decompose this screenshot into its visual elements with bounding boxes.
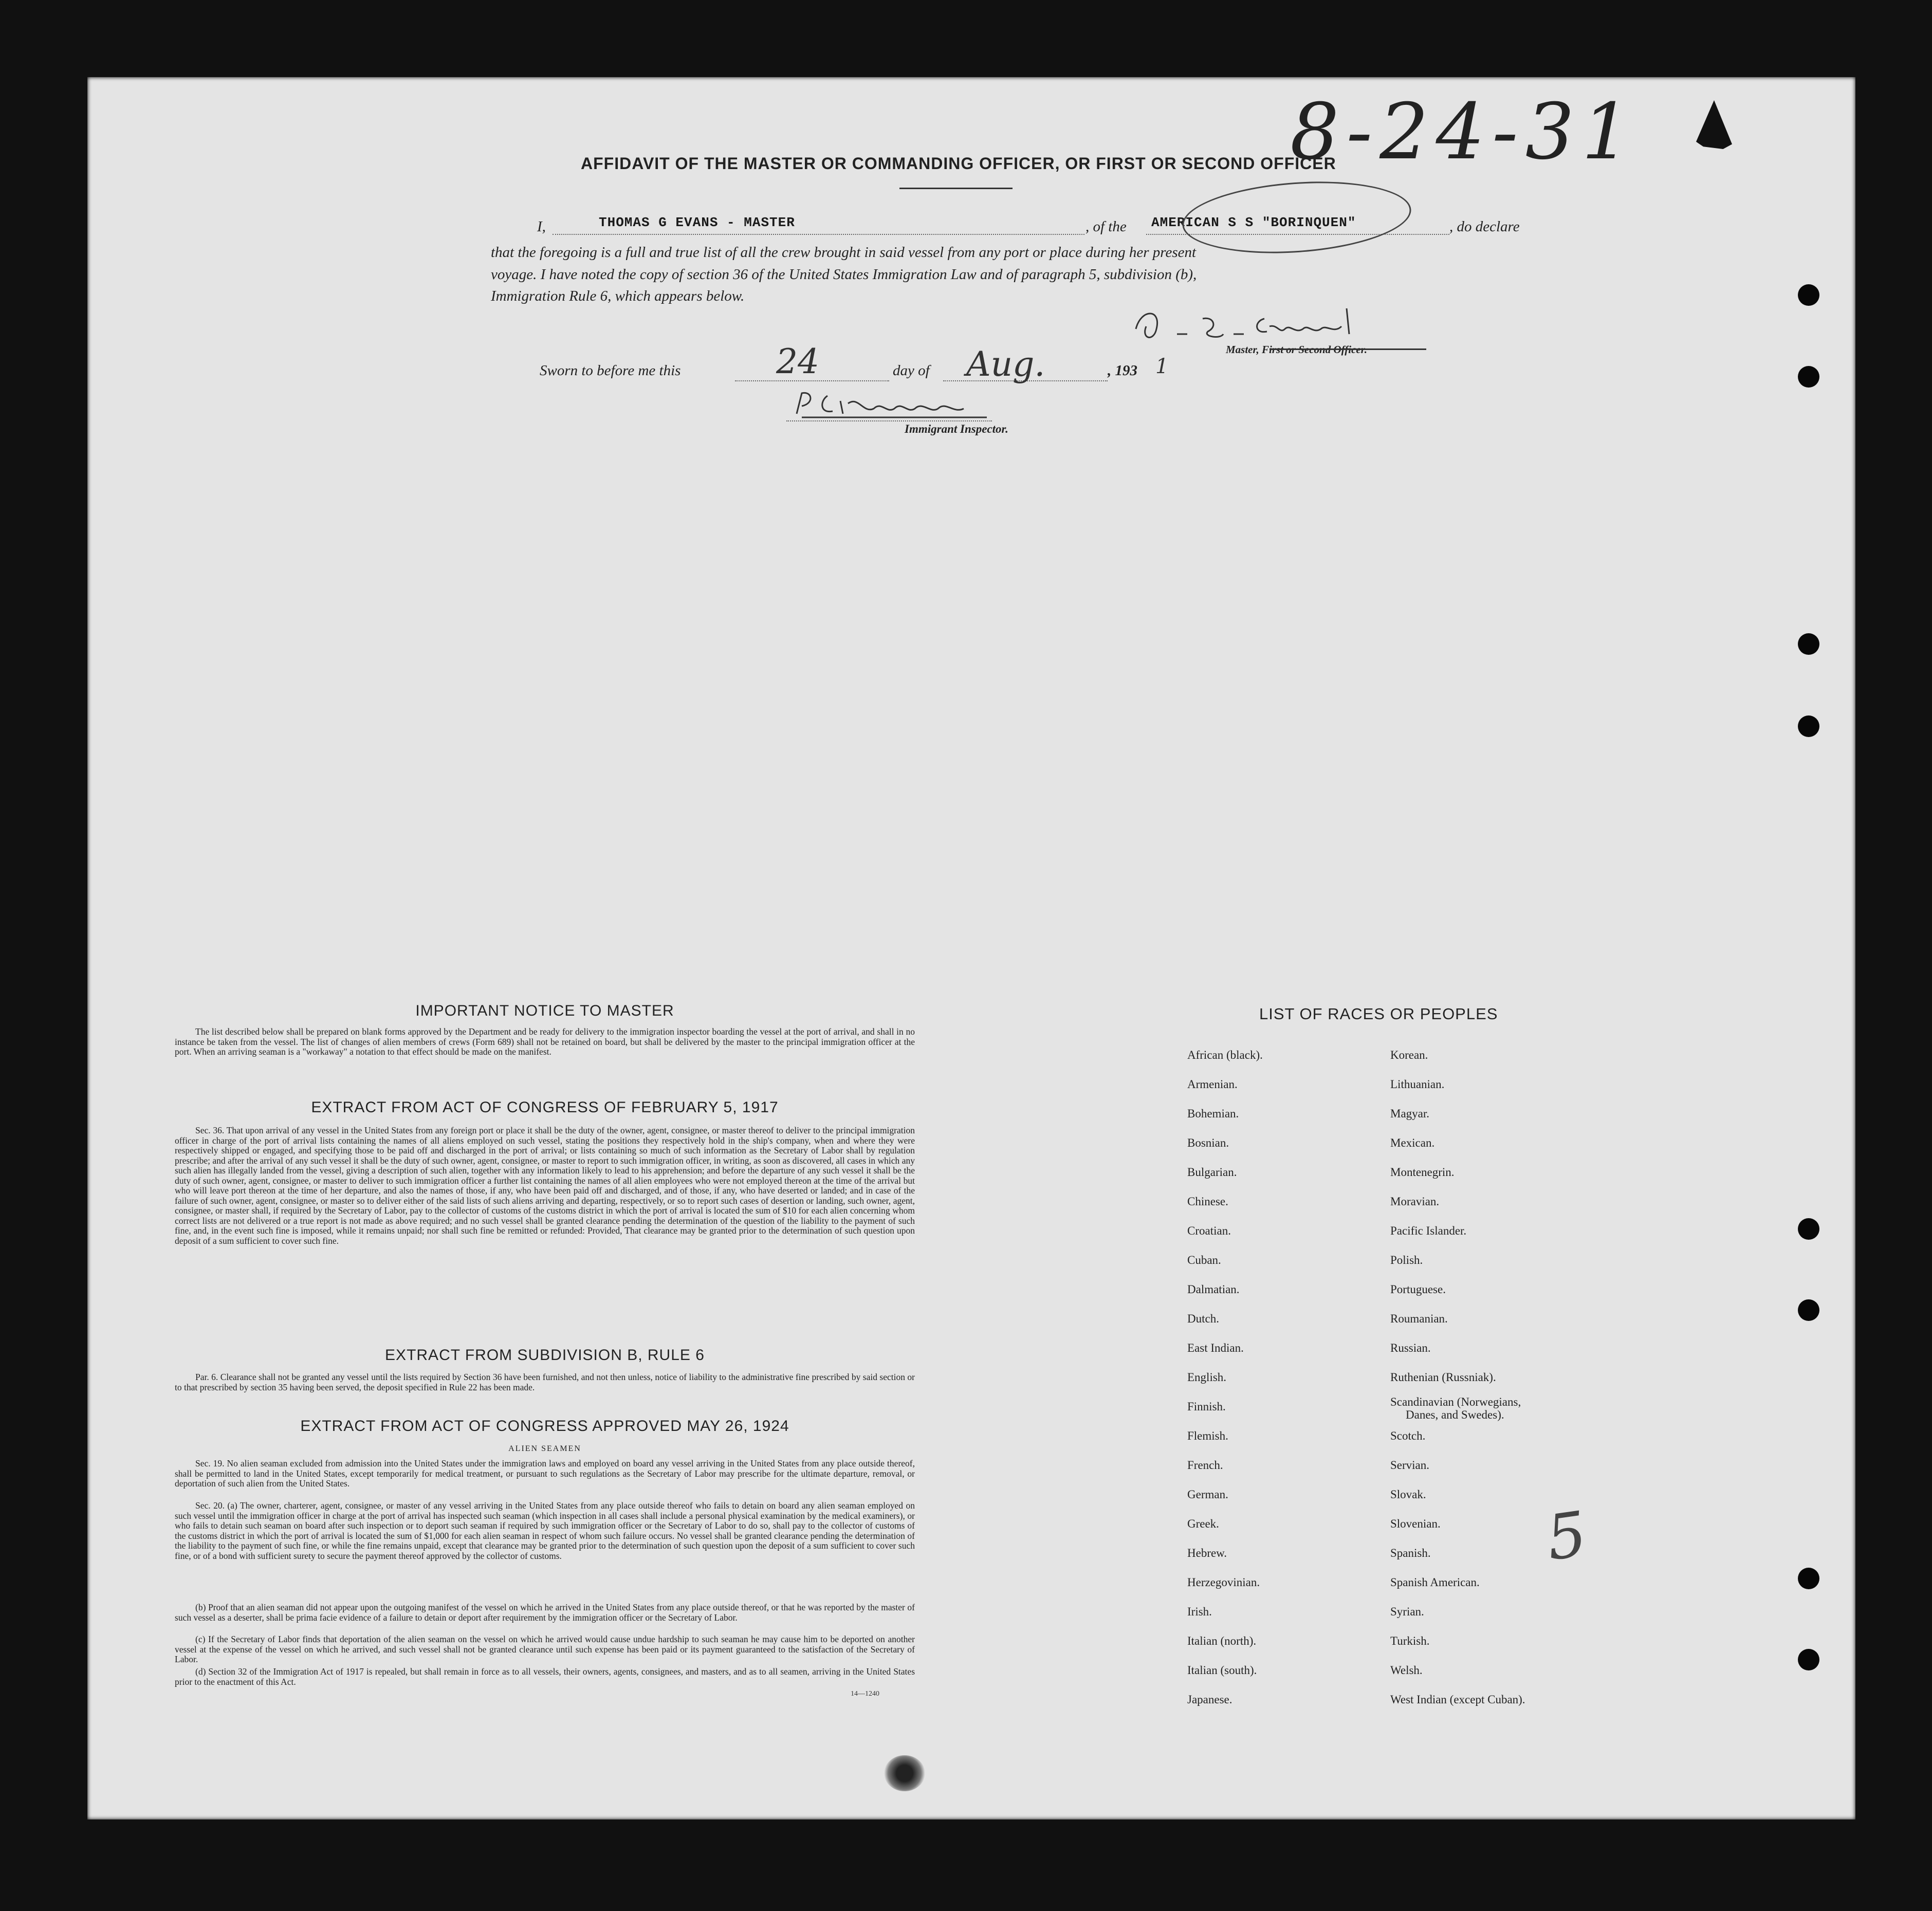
handwritten-date-number: 8-24-31	[1290, 87, 1638, 177]
race-item: German.	[1187, 1488, 1228, 1501]
race-item: Italian (south).	[1187, 1664, 1257, 1677]
race-item: Spanish American.	[1390, 1576, 1480, 1589]
binder-hole-icon	[1798, 366, 1819, 388]
signature-label: Master, First or Second Officer.	[1226, 343, 1367, 356]
binder-hole-icon	[1798, 1649, 1819, 1670]
race-item: French.	[1187, 1459, 1223, 1472]
master-name-field: THOMAS G EVANS - MASTER	[599, 215, 795, 230]
binder-hole-icon	[1798, 284, 1819, 306]
race-item: Pacific Islander.	[1390, 1224, 1467, 1237]
inspector-label: Immigrant Inspector.	[905, 422, 1008, 435]
binder-hole-icon	[1798, 1218, 1819, 1240]
race-item: Polish.	[1390, 1254, 1423, 1266]
heading-rule	[899, 188, 1013, 189]
do-declare-label: , do declare	[1449, 218, 1520, 235]
race-item: Herzegovinian.	[1187, 1576, 1260, 1589]
race-item: Magyar.	[1390, 1107, 1430, 1120]
race-item: Bulgarian.	[1187, 1166, 1237, 1179]
binder-hole-icon	[1798, 1299, 1819, 1321]
extract1-title: EXTRACT FROM ACT OF CONGRESS OF FEBRUARY 5, 1917	[311, 1099, 779, 1116]
races-title: LIST OF RACES OR PEOPLES	[1259, 1005, 1498, 1023]
race-item: Portuguese.	[1390, 1283, 1446, 1296]
race-item: Roumanian.	[1390, 1312, 1448, 1325]
race-item: Bohemian.	[1187, 1107, 1239, 1120]
extract3-sec20d: (d) Section 32 of the Immigration Act of 1917 is repealed, but shall remain in force as to all vessels, their owners, agents, consignees, and masters, and as to all seamen, arriving in the United States prior to the enactment of this Act.	[175, 1666, 915, 1687]
strikethrough-mark	[1269, 348, 1426, 350]
race-item: East Indian.	[1187, 1342, 1244, 1354]
binder-hole-icon	[1798, 633, 1819, 655]
extract3-sec20c: (c) If the Secretary of Labor finds that deportation of the alien seaman on the vessel on which he arrived would cause undue hardship to such seaman he may cause him to be deported on another vessel at the expense of the vessel on which he arrived, and such vessel shall not be granted clearance until such expense has been paid or its payment guaranteed to the satisfaction of the Secretary of Labor.	[175, 1634, 915, 1664]
year-label: , 193	[1108, 362, 1137, 379]
binder-hole-icon	[1798, 1568, 1819, 1589]
inspector-line	[786, 420, 992, 421]
month-value: Aug.	[966, 344, 1045, 384]
sworn-prefix: Sworn to before me this	[540, 362, 681, 379]
document-page	[87, 77, 1855, 1820]
race-item: Scandinavian (Norwegians,	[1390, 1395, 1521, 1408]
race-item: Bosnian.	[1187, 1136, 1229, 1149]
vessel-name-field: AMERICAN S S "BORINQUEN"	[1151, 215, 1356, 230]
race-item: Italian (north).	[1187, 1634, 1257, 1647]
day-of-label: day of	[893, 362, 930, 379]
extract2-body: Par. 6. Clearance shall not be granted any vessel until the lists required by Section 36 have been furnished, and not then unless, notice of liability to the administrative fine prescribed by said section or to that prescribed by section 35 having been served, the deposit specified in Rule 22 has been made.	[175, 1372, 915, 1392]
year-digit: 1	[1155, 355, 1169, 378]
race-item: Flemish.	[1187, 1429, 1228, 1442]
race-item: Greek.	[1187, 1517, 1219, 1530]
race-item: Servian.	[1390, 1459, 1430, 1472]
affidavit-line-2: that the foregoing is a full and true list of all the crew brought in said vessel from any port or place during her present	[491, 244, 1197, 261]
day-value: 24	[776, 342, 819, 381]
race-item: Scotch.	[1390, 1429, 1426, 1442]
race-item: Slovak.	[1390, 1488, 1426, 1501]
ink-blot-icon	[1696, 100, 1732, 149]
extract3-sec20b: (b) Proof that an alien seaman did not appear upon the outgoing manifest of the vessel on which he arrived in the United States from any place outside thereof, or that he was reported by the master of such vessel as a deserter, shall be prima facie evidence of a failure to detain or deport after requirement by the immigration officer or the Secretary of Labor.	[175, 1602, 915, 1623]
race-item: Dalmatian.	[1187, 1283, 1240, 1296]
name-line	[553, 234, 1084, 235]
race-item: West Indian (except Cuban).	[1390, 1693, 1525, 1706]
race-item: Slovenian.	[1390, 1517, 1441, 1530]
ink-smudge-icon	[884, 1755, 925, 1791]
notice-body: The list described below shall be prepared on blank forms approved by the Department and be ready for delivery to the immigration inspector boarding the vessel at the port of arrival, and shall in no instance be taken from the vessel. The list of changes of alien members of crews (Form 689) shall not be retained on board, but shall be delivered by the master to the principal immigration officer at the port. When an arriving seaman is a "workaway" a notation to that effect should be made on the manifest.	[175, 1026, 915, 1057]
race-item: Cuban.	[1187, 1254, 1221, 1266]
race-item: Croatian.	[1187, 1224, 1231, 1237]
extract1-body: Sec. 36. That upon arrival of any vessel in the United States from any foreign port or place it shall be the duty of the owner, agent, consignee, or master thereof to deliver to the principal immigration officer in charge of the port of arrival lists containing the names of all aliens employed on such vessel, stating the positions they respectively hold in the ship's company, when and where they were respectively shipped or engaged, and specifying those to be paid off and discharged in the port of arrival; or lists containing so much of such information as the Secretary of Labor shall by regulation prescribe; and after the arrival of any such vessel it shall be the duty of such owner, agent, consignee, or master to report to such immigration officer, in writing, as soon as discovered, all cases in which any such alien has illegally landed from the vessel, giving a description of such alien, together with any information likely to lead to his apprehension; and before the departure of any such vessel it shall be the duty of such owner, agent, consignee, or master to deliver to such immigration officer a further list containing the names of all alien employees who were not employed thereon at the time of the arrival but who will leave port thereon at the time of her departure, and also the names of those, if any, who have been paid off and discharged, and of those, if any, who have deserted or landed; and in case of the failure of such owner, agent, consignee, or master so to deliver either of the said lists of such aliens arriving and departing, respectively, or so to report such cases of desertion or landing, such owner, agent, consignee, or master shall, if required by the Secretary of Labor, pay to the collector of customs of the customs district in which the port of arrival is located the sum of $10 for each alien concerning whom correct lists are not delivered or a true report is not made as above required; and no such vessel shall be granted clearance pending the determination of the question of the liability to the payment of such fine, and, in the event such fine is imposed, while it remains unpaid; nor shall such fine be remitted or refunded: Provided, That clearance may be granted prior to the determination of such question upon deposit of a sum sufficient to cover such fine.	[175, 1125, 915, 1246]
affidavit-line-4: Immigration Rule 6, which appears below.	[491, 288, 745, 304]
race-item: Moravian.	[1390, 1195, 1440, 1208]
race-item: Lithuanian.	[1390, 1078, 1445, 1091]
race-item: Turkish.	[1390, 1634, 1430, 1647]
affidavit-prefix: I,	[537, 218, 546, 235]
extract3-sec19: Sec. 19. No alien seaman excluded from admission into the United States under the immigration laws and employed on board any vessel arriving in the United States from any place outside thereof, shall be permitted to land in the United States, except temporarily for medical treatment, or pursuant to such regulations as the Secretary of Labor may prescribe for the ultimate departure, removal, or deportation of such alien from the United States.	[175, 1458, 915, 1489]
affidavit-heading: AFFIDAVIT OF THE MASTER OR COMMANDING OFFICER, OR FIRST OR SECOND OFFICER	[581, 154, 1336, 173]
extract3-sec20a: Sec. 20. (a) The owner, charterer, agent, consignee, or master of any vessel arriving in the United States from any place outside thereof who fails to detain on board any alien seaman employed on such vessel until the immigration officer in charge at the port of arrival has inspected such seaman (which inspection in all cases shall include a personal physical examination by the medical examiners), or who fails to detain such seaman on board after such inspection or to deport such seaman if required by such immigration officer or the Secretary of Labor to do so, shall pay to the collector of customs of the customs district in which the port of arrival is located the sum of $1,000 for each alien seaman in respect of whom such failure occurs. No vessel shall be granted clearance pending the determination of the liability to the payment of such fine, or while the fine remains unpaid, except that clearance may be granted prior to the determination of such question upon the deposit of a sum sufficient to cover such fine, or of a bond with sufficient surety to secure the payment thereof approved by the collector of customs.	[175, 1500, 915, 1561]
race-item: Spanish.	[1390, 1547, 1431, 1559]
handwritten-margin-mark: 5	[1542, 1498, 1591, 1575]
race-item: Finnish.	[1187, 1400, 1226, 1413]
race-item: Chinese.	[1187, 1195, 1228, 1208]
race-item: Dutch.	[1187, 1312, 1219, 1325]
race-item: Irish.	[1187, 1605, 1212, 1618]
race-item: Hebrew.	[1187, 1547, 1227, 1559]
race-item: Armenian.	[1187, 1078, 1238, 1091]
extract3-title: EXTRACT FROM ACT OF CONGRESS APPROVED MAY 26, 1924	[300, 1418, 789, 1435]
race-item: English.	[1187, 1371, 1227, 1384]
extract3-subtitle: ALIEN SEAMEN	[508, 1444, 581, 1453]
race-item: Danes, and Swedes).	[1406, 1408, 1504, 1421]
vessel-circle-mark	[1180, 175, 1413, 261]
race-item: Mexican.	[1390, 1136, 1435, 1149]
binder-hole-icon	[1798, 715, 1819, 737]
race-item: Welsh.	[1390, 1664, 1423, 1677]
of-the-label: , of the	[1085, 218, 1127, 235]
race-item: African (black).	[1187, 1049, 1263, 1061]
race-item: Japanese.	[1187, 1693, 1232, 1706]
race-item: Ruthenian (Russniak).	[1390, 1371, 1496, 1384]
form-number: 14—1240	[851, 1690, 879, 1698]
affidavit-line-3: voyage. I have noted the copy of section 36 of the United States Immigration Law and of paragraph 5, subdivision (b),	[491, 266, 1197, 283]
race-item: Montenegrin.	[1390, 1166, 1455, 1179]
race-item: Korean.	[1390, 1049, 1428, 1061]
race-item: Syrian.	[1390, 1605, 1424, 1618]
extract2-title: EXTRACT FROM SUBDIVISION B, RULE 6	[385, 1347, 705, 1364]
race-item: Russian.	[1390, 1342, 1431, 1354]
notice-title: IMPORTANT NOTICE TO MASTER	[415, 1002, 674, 1019]
